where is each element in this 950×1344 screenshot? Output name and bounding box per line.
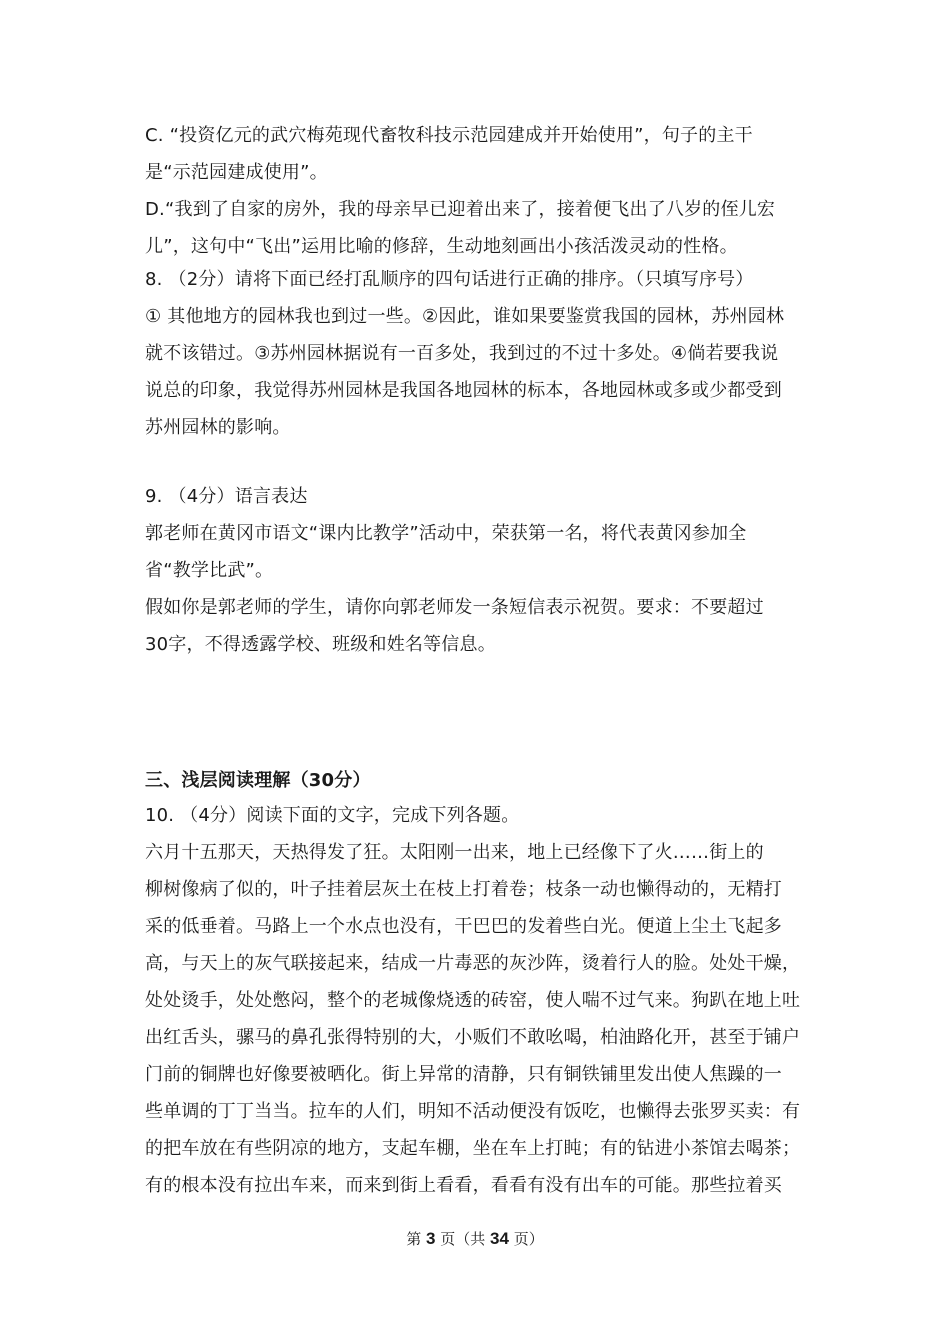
footer-suffix: 页）	[508, 1230, 544, 1248]
question-8-line-1: ① 其他地方的园林我也到过一些。②因此，谁如果要鉴赏我国的园林，苏州园林	[145, 306, 785, 327]
footer-page-number: 3	[426, 1229, 436, 1248]
passage-line-7: 门前的铜牌也好像要被晒化。街上异常的清静，只有铜铁铺里发出使人焦躁的一	[145, 1064, 782, 1085]
passage-line-8: 些单调的丁丁当当。拉车的人们，明知不活动便没有饭吃，也懒得去张罗买卖：有	[145, 1101, 801, 1122]
footer-middle: 页（共	[435, 1230, 491, 1248]
question-10-heading: 10. （4分）阅读下面的文字，完成下列各题。	[145, 805, 520, 826]
passage-line-9: 的把车放在有些阴凉的地方，支起车棚，坐在车上打盹；有的钻进小茶馆去喝茶；	[145, 1138, 801, 1159]
passage-line-4: 高，与天上的灰气联接起来，结成一片毒恶的灰沙阵，烫着行人的脸。处处干燥，	[145, 953, 801, 974]
section-3-heading: 三、浅层阅读理解（30分）	[145, 770, 371, 791]
question-8-heading: 8. （2分）请将下面已经打乱顺序的四句话进行正确的排序。（只填写序号）	[145, 269, 754, 290]
question-8-line-2: 就不该错过。③苏州园林据说有一百多处，我到过的不过十多处。④倘若要我说	[145, 343, 779, 364]
passage-line-1: 六月十五那天，天热得发了狂。太阳刚一出来，地上已经像下了火……街上的	[145, 842, 764, 863]
footer-prefix: 第	[406, 1230, 427, 1248]
question-9-line-1: 郭老师在黄冈市语文“课内比教学”活动中，荣获第一名，将代表黄冈参加全	[145, 523, 747, 544]
passage-line-5: 处处烫手，处处憋闷，整个的老城像烧透的砖窑，使人喘不过气来。狗趴在地上吐	[145, 990, 801, 1011]
passage-line-3: 采的低垂着。马路上一个水点也没有，干巴巴的发着些白光。便道上尘土飞起多	[145, 916, 782, 937]
option-c-line-2: 是“示范园建成使用”。	[145, 162, 328, 183]
question-9-line-2: 省“教学比武”。	[145, 560, 274, 581]
passage-line-2: 柳树像病了似的，叶子挂着层灰土在枝上打着卷；枝条一动也懒得动的，无精打	[145, 879, 782, 900]
passage-line-6: 出红舌头，骡马的鼻孔张得特别的大，小贩们不敢吆喝，柏油路化开，甚至于铺户	[145, 1027, 801, 1048]
option-d-line-2: 儿”，这句中“飞出”运用比喻的修辞，生动地刻画出小孩活泼灵动的性格。	[145, 236, 738, 257]
option-d-line-1: D.“我到了自家的房外，我的母亲早已迎着出来了，接着便飞出了八岁的侄儿宏	[145, 199, 776, 220]
footer-total-pages: 34	[490, 1229, 509, 1248]
option-c-line-1: C. “投资亿元的武穴梅苑现代畜牧科技示范园建成并开始使用”，句子的主干	[145, 125, 753, 146]
question-8-line-3: 说总的印象，我觉得苏州园林是我国各地园林的标本，各地园林或多或少都受到	[145, 380, 782, 401]
question-9-line-3: 假如你是郭老师的学生，请你向郭老师发一条短信表示祝贺。要求：不要超过	[145, 597, 764, 618]
question-9-heading: 9. （4分）语言表达	[145, 486, 308, 507]
question-9-line-4: 30字，不得透露学校、班级和姓名等信息。	[145, 634, 496, 655]
question-8-line-4: 苏州园林的影响。	[145, 417, 291, 438]
passage-line-10: 有的根本没有拉出车来，而来到街上看看，看看有没有出车的可能。那些拉着买	[145, 1175, 782, 1196]
page-footer	[0, 1229, 950, 1249]
